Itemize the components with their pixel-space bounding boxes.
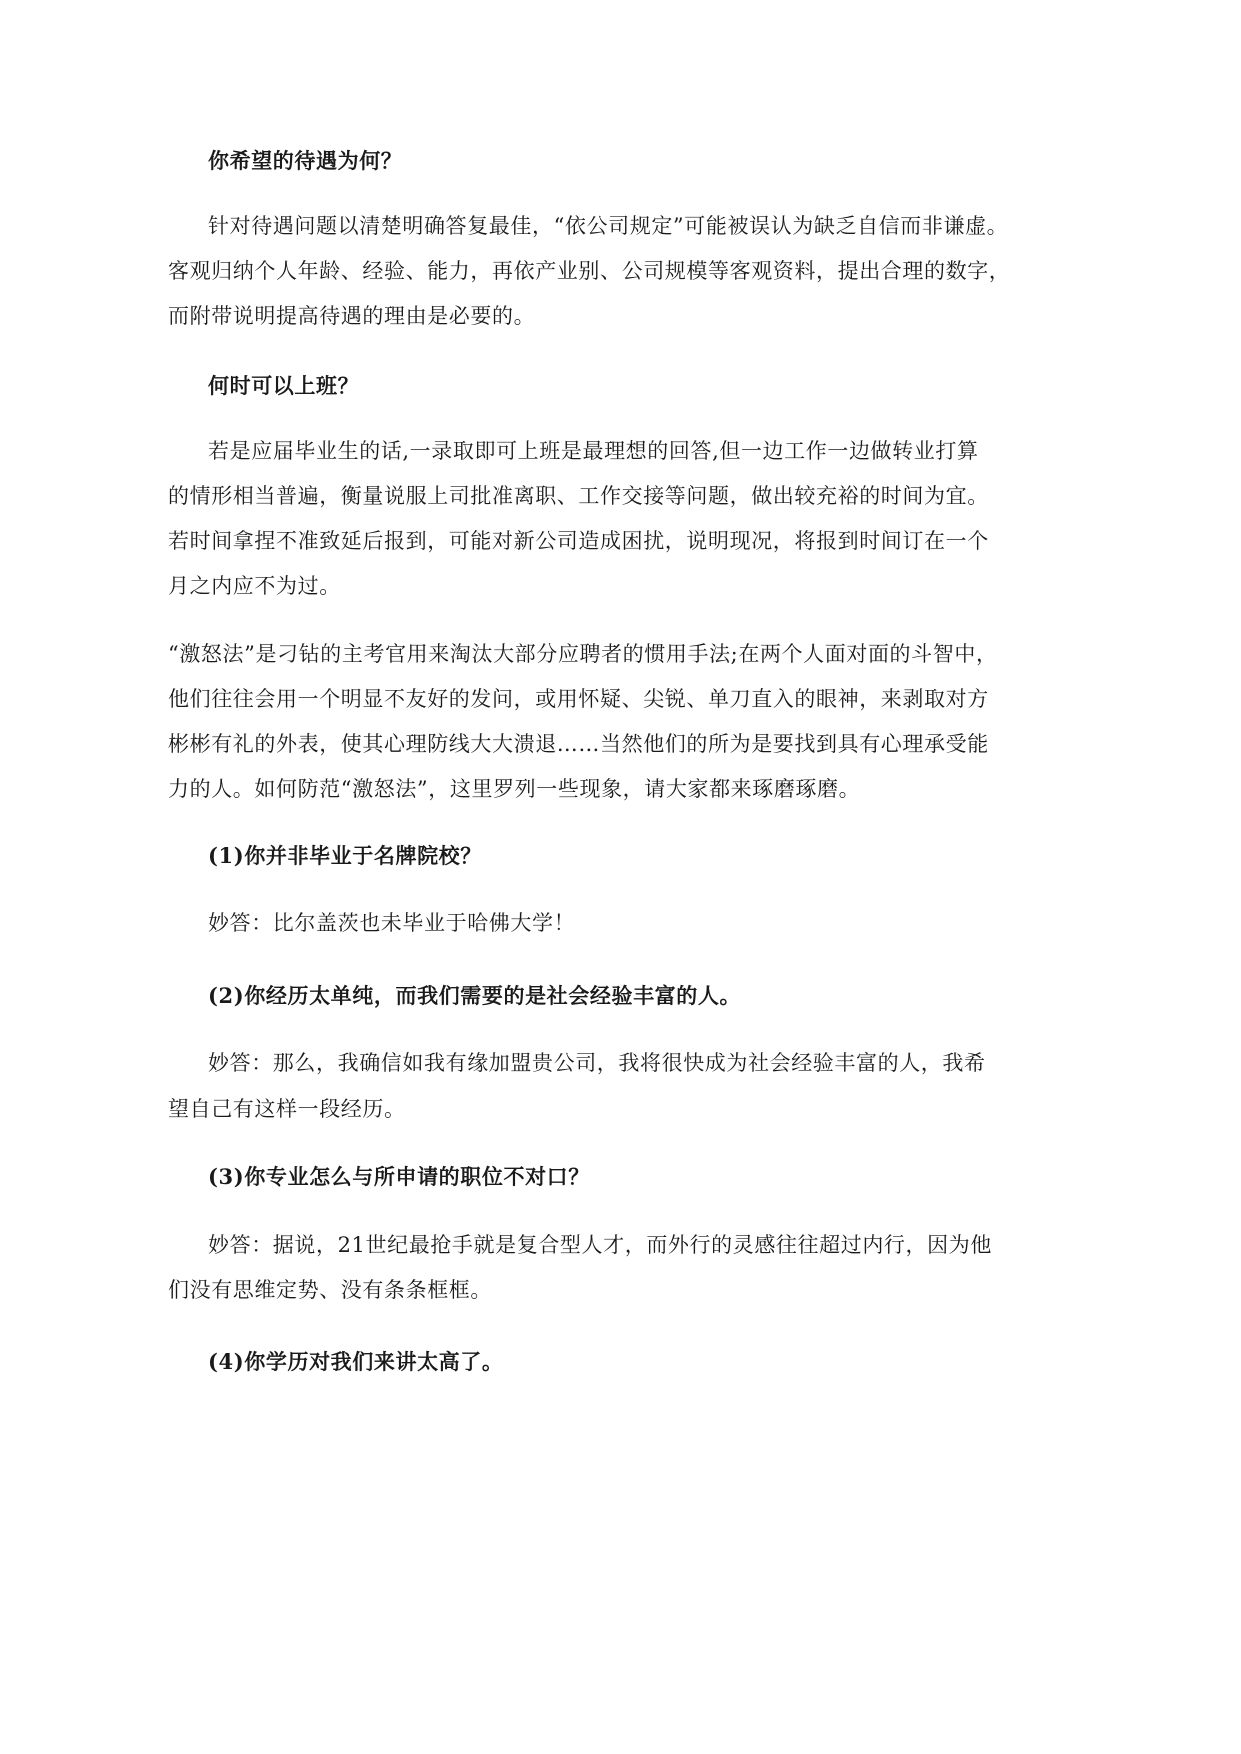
start-text-line-3: 若时间拿捏不准致延后报到，可能对新公司造成困扰，说明现况，将报到时间订在一个: [168, 529, 989, 553]
question-3: (3)你专业怎么与所申请的职位不对口？: [208, 1164, 590, 1189]
answer-3-line-1: 妙答：据说，21世纪最抢手就是复合型人才，而外行的灵感往往超过内行，因为他: [208, 1233, 992, 1257]
start-text-line-2: 的情形相当普遍，衡量说服上司批准离职、工作交接等问题，做出较充裕的时间为宜。: [168, 484, 989, 508]
answer-1-line-1: 妙答：比尔盖茨也未毕业于哈佛大学！: [208, 911, 576, 935]
answer-3-line-2: 们没有思维定势、没有条条框框。: [168, 1278, 492, 1302]
heading-salary: 你希望的待遇为何？: [208, 148, 403, 173]
heading-start-date: 何时可以上班？: [208, 373, 360, 398]
salary-text-line-1: 针对待遇问题以清楚明确答复最佳，“依公司规定”可能被误认为缺乏自信而非谦虚。: [208, 214, 1009, 238]
salary-text-line-2: 客观归纳个人年龄、经验、能力，再依产业别、公司规模等客观资料，提出合理的数字，: [168, 259, 1011, 283]
intro-text-line-4: 力的人。如何防范“激怒法”，这里罗列一些现象，请大家都来琢磨琢磨。: [168, 777, 861, 801]
answer-2-line-1: 妙答：那么，我确信如我有缘加盟贵公司，我将很快成为社会经验丰富的人，我希: [208, 1051, 986, 1075]
question-4: (4)你学历对我们来讲太高了。: [208, 1349, 504, 1374]
start-text-line-1: 若是应届毕业生的话,一录取即可上班是最理想的回答,但一边工作一边做转业打算: [208, 439, 979, 463]
start-text-line-4: 月之内应不为过。: [168, 574, 341, 598]
intro-text-line-3: 彬彬有礼的外表，使其心理防线大大溃退……当然他们的所为是要找到具有心理承受能: [168, 732, 989, 756]
answer-2-line-2: 望自己有这样一段经历。: [168, 1097, 406, 1121]
intro-text-line-2: 他们往往会用一个明显不友好的发问，或用怀疑、尖锐、单刀直入的眼神，来剥取对方: [168, 687, 989, 711]
question-1: (1)你并非毕业于名牌院校？: [208, 843, 482, 868]
salary-text-line-3: 而附带说明提高待遇的理由是必要的。: [168, 304, 536, 328]
question-2: (2)你经历太单纯，而我们需要的是社会经验丰富的人。: [208, 983, 742, 1008]
intro-text-line-1: “激怒法”是刁钻的主考官用来淘汰大部分应聘者的惯用手法;在两个人面对面的斗智中，: [168, 642, 998, 666]
